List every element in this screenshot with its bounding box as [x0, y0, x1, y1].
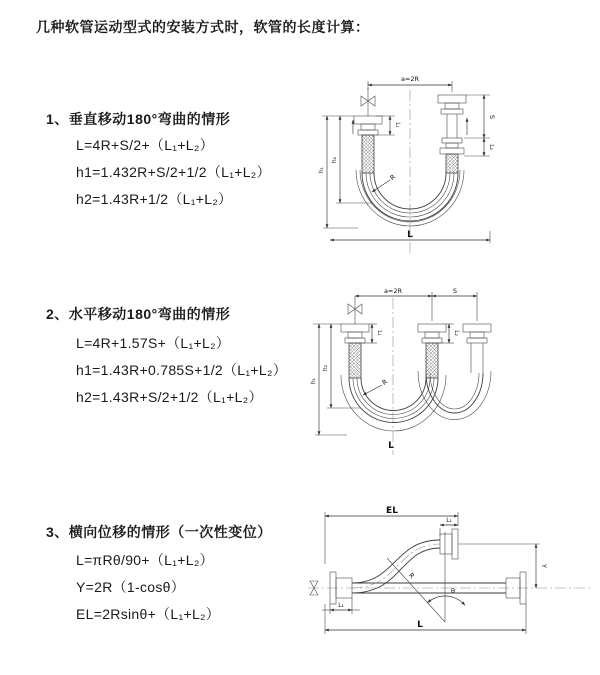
dim-label-l1: L₁	[446, 518, 452, 524]
section-3-formula-y: Y=2R（1-cosθ）	[76, 579, 186, 595]
section-1-formula-l: L=4R+S/2+（L₁+L₂）	[76, 137, 214, 153]
dim-label-r: R	[388, 172, 398, 182]
section-2-heading: 2、水平移动180°弯曲的情形	[46, 306, 231, 322]
dimension-l1	[376, 116, 400, 135]
diagram-vertical-180-bend	[310, 70, 600, 255]
section-1-formula-h2: h2=1.43R+1/2（L₁+L₂）	[76, 191, 233, 207]
dimension-l1-bottom	[322, 598, 360, 614]
dim-label-l2: L₂	[488, 144, 494, 150]
dim-label-s: S	[452, 287, 458, 295]
section-1-formula-h1: h1=1.432R+S/2+1/2（L₁+L₂）	[76, 164, 271, 180]
dim-label-l2: L₂	[453, 330, 459, 336]
dimension-l	[388, 441, 394, 451]
section-3-formula-el: EL=2Rsinθ+（L₁+L₂）	[76, 606, 221, 622]
left-pipe-assembly	[341, 296, 369, 378]
dimension-a2r	[368, 75, 452, 92]
diagram-horizontal-180-bend	[305, 283, 600, 468]
dim-label-h2: h₂	[323, 365, 329, 371]
page-title: 几种软管运动型式的安装方式时，软管的长度计算：	[36, 19, 370, 35]
dim-label-length: L	[388, 441, 394, 451]
dimension-l2	[438, 324, 459, 343]
dim-label-h2: h₂	[332, 157, 338, 163]
dimension-l2	[464, 138, 494, 156]
dim-label-s: S	[488, 114, 496, 120]
dim-label-el: EL	[386, 506, 398, 516]
left-pipe-assembly	[354, 88, 382, 173]
dim-label-length: L	[407, 230, 413, 240]
curved-hose-position2	[352, 540, 440, 593]
upper-flange	[440, 529, 540, 559]
section-2-formula-l: L=4R+1.57S+（L₁+L₂）	[76, 335, 231, 351]
radius-leader	[372, 173, 397, 192]
dimension-h1-h2	[311, 324, 361, 435]
dim-label-a2r: a=2R	[400, 75, 420, 83]
right-pipe-assembly	[438, 95, 466, 173]
braided-hose-section	[426, 343, 438, 378]
braided-hose-section	[446, 154, 458, 173]
section-3-formula-l: L=πRθ/90+（L₁+L₂）	[76, 552, 214, 568]
dim-label-length: L	[417, 620, 423, 630]
dimension-y	[536, 544, 548, 588]
dimension-s	[432, 287, 477, 296]
dim-label-l1: L₁	[394, 122, 400, 128]
dimension-s	[464, 95, 496, 138]
dim-label-r: R	[380, 377, 390, 387]
dim-label-h1: h₁	[311, 378, 317, 384]
dim-label-y: Y	[540, 564, 548, 568]
radius-leader	[363, 378, 389, 395]
dim-label-theta: θ	[451, 587, 455, 595]
dim-label-a2r: a=2R	[383, 287, 403, 295]
angle-construction	[387, 532, 465, 622]
dim-label-l1: L₁	[376, 330, 382, 336]
dimension-a2r	[355, 287, 477, 321]
right-pipe-assembly	[463, 324, 491, 373]
section-1-heading: 1、垂直移动180°弯曲的情形	[46, 111, 231, 127]
section-2-formula-h1: h1=1.43R+0.785S+1/2（L₁+L₂）	[76, 362, 287, 378]
section-3-heading: 3、横向位移的情形（一次性变位）	[46, 524, 272, 540]
dim-label-r: R	[406, 571, 416, 581]
dimension-el	[325, 506, 458, 564]
dimension-l1	[361, 324, 382, 343]
hose-u-bend-position1	[341, 375, 446, 431]
braided-hose-section	[349, 343, 361, 378]
dimension-l1-top	[440, 518, 458, 536]
braided-hose-section	[362, 135, 374, 173]
middle-pipe-assembly	[418, 324, 446, 378]
hose-u-bend	[356, 170, 464, 226]
dim-label-l1: L₁	[338, 603, 344, 609]
diagram-lateral-displacement	[300, 498, 600, 646]
dimension-l	[325, 604, 526, 634]
dimension-l	[330, 230, 490, 243]
dim-label-h1: h₁	[319, 167, 325, 173]
section-2-formula-h2: h2=1.43R+S/2+1/2（L₁+L₂）	[76, 389, 263, 405]
